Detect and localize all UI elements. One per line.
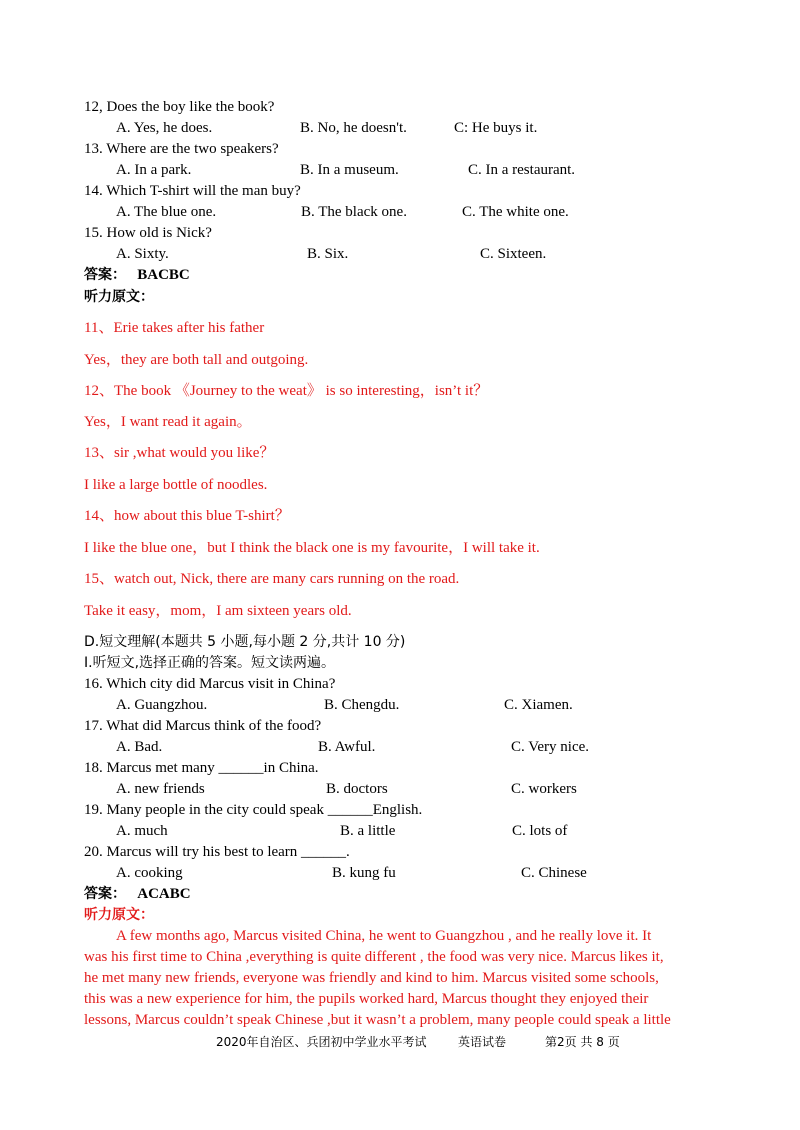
option-15-c: C. Sixteen. bbox=[480, 246, 547, 262]
option-17-b: B. Awful. bbox=[318, 739, 376, 755]
transcript-label: 听力原文： bbox=[84, 289, 154, 305]
option-15-b: B. Six. bbox=[307, 246, 349, 262]
question-13: 13. Where are the two speakers? bbox=[84, 141, 279, 157]
transcript-line: 12、The book 《Journey to the weat》 is so interesting，isn’t it？ bbox=[84, 383, 489, 399]
section-d-instruction: I.听短文,选择正确的答案。短文读两遍。 bbox=[84, 655, 336, 671]
transcript-line: Yes，I want read it again。 bbox=[84, 414, 252, 430]
option-14-c: C. The white one. bbox=[462, 204, 569, 220]
question-16: 16. Which city did Marcus visit in China? bbox=[84, 676, 336, 692]
answer-value: ACABC bbox=[137, 886, 191, 902]
question-17: 17. What did Marcus think of the food? bbox=[84, 718, 322, 734]
option-20-b: B. kung fu bbox=[332, 865, 396, 881]
option-18-b: B. doctors bbox=[326, 781, 388, 797]
answer-key-b bbox=[84, 884, 191, 904]
option-12-a: A. Yes, he does. bbox=[116, 120, 213, 136]
question-14: 14. Which T-shirt will the man buy? bbox=[84, 183, 301, 199]
option-12-b: B. No, he doesn't. bbox=[300, 120, 407, 136]
option-19-a: A. much bbox=[116, 823, 168, 839]
option-20-a: A. cooking bbox=[116, 865, 183, 881]
option-16-b: B. Chengdu. bbox=[324, 697, 400, 713]
answer-key-a bbox=[84, 265, 190, 285]
footer-page-number: 第2页 共 8 页 bbox=[545, 1035, 620, 1049]
passage-line: lessons, Marcus couldn’t speak Chinese ,but it wasn’t a problem, many people could speak a little bbox=[84, 1012, 671, 1028]
option-14-b: B. The black one. bbox=[301, 204, 407, 220]
option-13-c: C. In a restaurant. bbox=[468, 162, 576, 178]
answer-label: 答案： bbox=[84, 267, 126, 283]
option-18-c: C. workers bbox=[511, 781, 577, 797]
option-17-a: A. Bad. bbox=[116, 739, 163, 755]
question-19: 19. Many people in the city could speak ______English. bbox=[84, 802, 423, 818]
answer-value: BACBC bbox=[137, 267, 190, 283]
footer-subject: 英语试卷 bbox=[458, 1035, 507, 1049]
question-18: 18. Marcus met many ______in China. bbox=[84, 760, 319, 776]
question-15: 15. How old is Nick? bbox=[84, 225, 212, 241]
transcript-line: Take it easy，mom，I am sixteen years old. bbox=[84, 603, 352, 619]
option-13-b: B. In a museum. bbox=[300, 162, 399, 178]
answer-label: 答案： bbox=[84, 886, 126, 902]
question-12: 12, Does the boy like the book? bbox=[84, 99, 275, 115]
transcript-line: 11、Erie takes after his father bbox=[84, 320, 265, 336]
option-15-a: A. Sixty. bbox=[116, 246, 169, 262]
option-19-c: C. lots of bbox=[512, 823, 568, 839]
transcript-line: I like a large bottle of noodles. bbox=[84, 477, 268, 493]
option-18-a: A. new friends bbox=[116, 781, 205, 797]
passage-line: A few months ago, Marcus visited China, he went to Guangzhou , and he really love it. It bbox=[116, 928, 652, 944]
passage-line: he met many new friends, everyone was friendly and kind to him. Marcus visited some schools, bbox=[84, 970, 659, 986]
passage-line: was his first time to China ,everything is quite different , the food was very nice. Marcus likes it, bbox=[84, 949, 664, 965]
option-16-c: C. Xiamen. bbox=[504, 697, 573, 713]
footer-exam-name: 2020年自治区、兵团初中学业水平考试 bbox=[216, 1035, 427, 1049]
option-20-c: C. Chinese bbox=[521, 865, 587, 881]
passage-line: this was a new experience for him, the pupils worked hard, Marcus thought they enjoyed their bbox=[84, 991, 649, 1007]
transcript-line: 15、watch out, Nick, there are many cars running on the road. bbox=[84, 571, 460, 587]
option-12-c: C: He buys it. bbox=[454, 120, 538, 136]
transcript-line: 14、how about this blue T-shirt？ bbox=[84, 508, 290, 524]
transcript-line: 13、sir ,what would you like？ bbox=[84, 445, 275, 461]
option-14-a: A. The blue one. bbox=[116, 204, 217, 220]
transcript-line: Yes，they are both tall and outgoing. bbox=[84, 352, 309, 368]
option-19-b: B. a little bbox=[340, 823, 396, 839]
option-13-a: A. In a park. bbox=[116, 162, 192, 178]
option-16-a: A. Guangzhou. bbox=[116, 697, 208, 713]
question-20: 20. Marcus will try his best to learn ______. bbox=[84, 844, 350, 860]
section-d-title: D.短文理解(本题共 5 小题,每小题 2 分,共计 10 分) bbox=[84, 634, 406, 650]
option-17-c: C. Very nice. bbox=[511, 739, 590, 755]
transcript-line: I like the blue one，but I think the black one is my favourite，I will take it. bbox=[84, 540, 540, 556]
transcript-b-label: 听力原文： bbox=[84, 907, 154, 923]
